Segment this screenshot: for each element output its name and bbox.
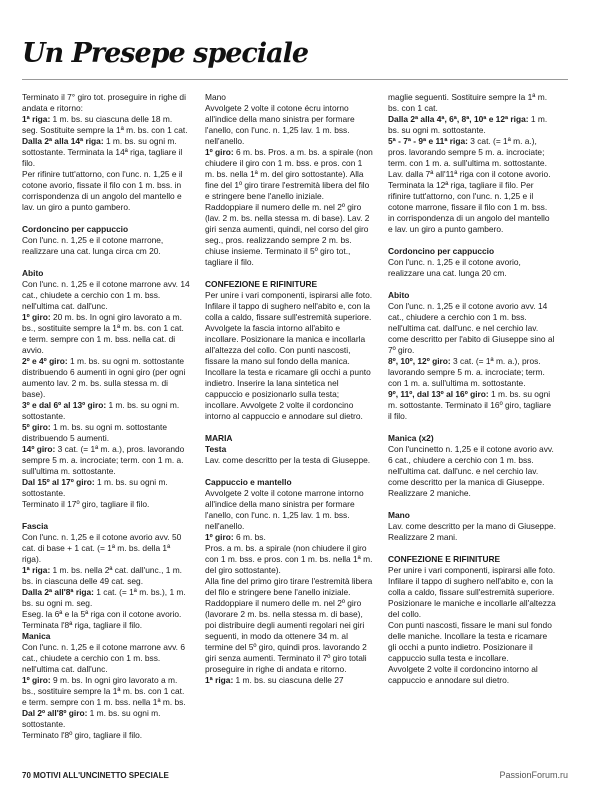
section-heading: Abito xyxy=(22,268,44,278)
section-heading: Cordoncino per cappuccio xyxy=(22,224,129,234)
paragraph-text: 1 m. bs. su ogni m. sottostante distribuendo 6 aumenti in ogni giro (per ogni aumento lav. 2 m. bs. sulla stessa m. di base). xyxy=(22,356,186,399)
paragraph-text: Avvolgete 2 volte il cordoncino intorno al cappuccio e annodare sul dietro. xyxy=(388,664,538,685)
paragraph xyxy=(22,444,190,477)
paragraph-text: 1 m. bs. su ciascuna delle 18 m. seg. Sostituite sempre la 1ª m. bs. con 1 cat. xyxy=(22,114,188,135)
section-heading: Mano xyxy=(388,510,410,520)
paragraph xyxy=(388,598,556,620)
section-heading: Manica xyxy=(22,631,51,641)
paragraph-spacer xyxy=(388,543,556,554)
paragraph-text: 1 cat. (= 1ª m. bs.), 1 m. bs. su ogni m. seg. xyxy=(22,587,186,608)
paragraph-text: Con l'unc. n. 1,25 e il cotone avorio avv. 14 cat., chiudere a cerchio con 1 m. bss. nell'ultima cat. dall'unc. e nel cerchio lav. come descritto per l'abito di Giuseppe sino al 7º giro. xyxy=(388,301,555,355)
paragraph-text: Avvolgete 2 volte il cotone marrone intorno all'indice della mano sinistra per formare l'anello, con l'unc. n. 1,25 lav. 1 m. bss. nell'anello. xyxy=(205,488,364,531)
paragraph-text: Lav. come descritto per la mano di Giuseppe. Realizzare 2 mani. xyxy=(388,521,556,542)
row-label: Dalla 2ª all'8ª riga: xyxy=(22,587,94,597)
section-heading: MARIA xyxy=(205,433,233,443)
paragraph xyxy=(388,521,556,543)
text-column-3 xyxy=(388,92,556,686)
paragraph-text: Posizionare le maniche e incollarle all'altezza del collo. xyxy=(388,598,556,619)
paragraph-text: 1 m. bs. su ogni m. sottostante. xyxy=(22,477,168,498)
row-label: 1ª riga: xyxy=(22,565,51,575)
text-column-1 xyxy=(22,92,190,741)
paragraph-spacer xyxy=(205,268,373,279)
paragraph-text: Con punti nascosti, fissare le mani sul fondo delle maniche. Incollare la testa e ricamare gli occhi a punto indietro. Posizionare il cappuccio sulla testa e incollare. xyxy=(388,620,552,663)
paragraph xyxy=(205,147,373,202)
row-label: Dalla 2ª alla 4ª, 6ª, 8ª, 10ª e 12ª riga: xyxy=(388,114,529,124)
row-label: 1º giro: xyxy=(205,532,234,542)
paragraph-spacer xyxy=(388,422,556,433)
paragraph xyxy=(22,477,190,499)
paragraph xyxy=(388,169,556,235)
section-heading: Fascia xyxy=(22,521,49,531)
paragraph-text: Realizzare 2 maniche. xyxy=(388,488,471,498)
paragraph-spacer xyxy=(205,422,373,433)
row-label: Dal 2º all'8º giro: xyxy=(22,708,88,718)
paragraph xyxy=(388,565,556,598)
paragraph-text: Pros. a m. bs. a spirale (non chiudere il giro con 1 m. bss. e pros. con 1 m. bs. nella 1ª m. del giro sottostante). xyxy=(205,543,373,575)
paragraph-text: Mano xyxy=(205,92,226,102)
paragraph xyxy=(22,312,190,356)
row-label: 8º, 10º, 12º giro: xyxy=(388,356,451,366)
section-heading: Manica (x2) xyxy=(388,433,434,443)
paragraph-spacer xyxy=(22,213,190,224)
row-label: Dalla 2ª alla 14ª riga: xyxy=(22,136,104,146)
paragraph-text: 1 m. bs. su ogni m. sottostante. Terminato il 16º giro, tagliare il filo. xyxy=(388,389,552,421)
row-label: 1ª riga: xyxy=(22,114,51,124)
paragraph-text: Per rifinire tutt'attorno, con l'unc. n. 1,25 e il cotone avorio, fissate il filo con 1 m. bss. in corrispondenza di un angolo del mantello e lav. un giro a punto gambero. xyxy=(22,169,183,212)
paragraph xyxy=(22,730,190,741)
paragraph-text: Con l'unc. n. 1,25 e il cotone marrone avv. 6 cat., chiudete a cerchio con 1 m. bss. nell'ultima cat. dall'unc. xyxy=(22,642,185,674)
paragraph-text: 3 cat. (= 1ª m. a.), pros. lavorando sempre 5 m. a. incrociate; term. con 1 m. a. sull'ultima m. sottostante. xyxy=(22,444,185,476)
row-label: 1º giro: xyxy=(22,312,51,322)
paragraph xyxy=(22,642,190,675)
paragraph xyxy=(22,92,190,114)
paragraph xyxy=(22,587,190,609)
paragraph xyxy=(22,235,190,257)
paragraph-text: 1 m. bs. su ogni m. sottostante. xyxy=(22,708,161,729)
text-column-2 xyxy=(205,92,373,686)
paragraph xyxy=(22,675,190,708)
paragraph-text: 1 m. bs. su ciascuna delle 27 xyxy=(233,675,344,685)
paragraph xyxy=(205,675,373,686)
paragraph xyxy=(205,92,373,103)
paragraph xyxy=(22,532,190,565)
section-heading: Cordoncino per cappuccio xyxy=(388,246,495,256)
paragraph-spacer xyxy=(388,235,556,246)
paragraph-spacer xyxy=(22,257,190,268)
paragraph-text: Per unire i vari componenti, ispirarsi alle foto. Infilare il tappo di sughero nell'abito e, con la colla a caldo, fissare sull'estremità superiore. Avvolgete la fascia intorno all'abito e incollare. Posizionare la manica e incollarla all'altezza del collo. Con punti nascosti, fissare la mano sul fondo della manica. Incollare la testa e ricamare gli occhi a punto indietro. Inserire la lana sintetica nel cappuccio e posizionarlo sulla testa; incollare. Avvolgete 2 volte il cordoncino intorno al cappuccio e annodare sul dietro. xyxy=(205,290,373,421)
paragraph-text: 3 cat. (= 1ª m. a.), pros. lavorando sempre 5 m. a. incrociate; term. con 1 m. a. sull'ultima m. sottostante. xyxy=(388,136,547,168)
paragraph xyxy=(388,356,556,389)
row-label: 1º giro: xyxy=(205,147,234,157)
paragraph-text: Raddoppiare il numero delle m. nel 2º giro (lav. 2 m. bs. nella stessa m. di base). Lav. 2 giri senza aumenti, quindi, nel corso del giro seg., pros. realizzando sempre 2 m. bs. chiuse insieme. Terminato il 5º giro tot., tagliare il filo. xyxy=(205,202,370,267)
paragraph-text: 9 m. bs. In ogni giro lavorato a m. bs., sostituire sempre la 1ª m. bs. con 1 cat. e term. sempre con 1 m. bss. nella 1ª m. bs. xyxy=(22,675,186,707)
paragraph xyxy=(205,576,373,675)
paragraph-text: Lav. dalla 7ª all'11ª riga con il cotone avorio. Terminata la 12ª riga, tagliare il filo. Per rifinire tutt'attorno, con l'unc. n. 1,25 e il cotone marrone, fissare il filo con 1 m. bss. in corrispondenza di un angolo del mantello e lav. un giro a punto gambero. xyxy=(388,169,551,234)
page-title: Un Presepe speciale xyxy=(22,38,309,69)
title-divider xyxy=(22,79,568,80)
paragraph-text: 20 m. bs. In ogni giro lavorato a m. bs., sostituite sempre la 1ª m. bs. con 1 cat. e term. sempre con 1 m. bss. nella cat. di avvio. xyxy=(22,312,184,355)
paragraph xyxy=(388,114,556,136)
row-label: 9º, 11º, dal 13º al 16º giro: xyxy=(388,389,489,399)
paragraph xyxy=(205,532,373,543)
paragraph-text: Per unire i vari componenti, ispirarsi alle foto. Infilare il tappo di sughero nell'abito e, con la colla a caldo, fissare sull'estremità superiore. xyxy=(388,565,556,597)
paragraph-text: Con l'uncinetto n. 1,25 e il cotone avorio avv. 6 cat., chiudere a cerchio con 1 m. bss. nell'ultima cat. dall'unc. e nel cerchio lav. come descritto per la manica di Giuseppe. xyxy=(388,444,554,487)
paragraph xyxy=(22,565,190,587)
paragraph xyxy=(205,488,373,532)
paragraph-text: 1 m. bs. su ogni m. sottostante. Terminata la 14ª riga, tagliare il filo. xyxy=(22,136,183,168)
paragraph xyxy=(388,257,556,279)
paragraph xyxy=(388,136,556,169)
paragraph-text: Avvolgete 2 volte il cotone écru intorno all'indice della mano sinistra per formare l'anello, con l'unc. n. 1,25 lav. 1 m. bss. nell'anello. xyxy=(205,103,355,146)
paragraph-text: Lav. come descritto per la testa di Giuseppe. xyxy=(205,455,371,465)
paragraph xyxy=(22,400,190,422)
paragraph xyxy=(205,543,373,576)
paragraph-text: 1 m. bs. su ogni m. sottostante. xyxy=(388,114,548,135)
section-heading: Testa xyxy=(205,444,227,454)
section-heading: Cappuccio e mantello xyxy=(205,477,292,487)
section-heading: CONFEZIONE E RIFINITURE xyxy=(205,279,318,289)
row-label: 2º e 4º giro: xyxy=(22,356,68,366)
paragraph-text: 3 cat. (= 1ª m. a.), pros. lavorando sempre 5 m. a. incrociate; term. con 1 m. a. sull'ultima m. sottostante. xyxy=(388,356,545,388)
paragraph xyxy=(388,664,556,686)
paragraph-spacer xyxy=(22,510,190,521)
paragraph-text: Terminato il 17º giro, tagliare il filo. xyxy=(22,499,150,509)
page-footer: 70 MOTIVI ALL'UNCINETTO SPECIALE xyxy=(22,771,169,780)
row-label: 1º giro: xyxy=(22,675,51,685)
paragraph xyxy=(22,609,190,631)
paragraph xyxy=(22,114,190,136)
paragraph xyxy=(388,301,556,356)
paragraph-spacer xyxy=(388,499,556,510)
paragraph xyxy=(388,620,556,664)
paragraph xyxy=(22,279,190,312)
row-label: Dal 15º al 17º giro: xyxy=(22,477,95,487)
paragraph xyxy=(205,202,373,268)
paragraph-text: Alla fine del primo giro tirare l'estremità libera del filo e stringere bene l'anello iniziale. Raddoppiare il numero delle m. nel 2º giro (lavorare 2 m. bs. nella stessa m. di base), poi distribuire degli aumenti regolari nei giri seguenti, in modo da ottenere 34 m. al termine del 5º giro, quindi pros. lavorando 2 giri senza aumenti. Terminato il 7º giro totali proseguire in righe di andata e ritorno. xyxy=(205,576,373,674)
paragraph-text: Terminato l'8º giro, tagliare il filo. xyxy=(22,730,143,740)
paragraph xyxy=(205,103,373,147)
paragraph xyxy=(22,356,190,400)
paragraph xyxy=(205,290,373,422)
paragraph-spacer xyxy=(388,279,556,290)
paragraph-text: Eseg. la 6ª e la 5ª riga con il cotone avorio. Terminata l'8ª riga, tagliare il filo. xyxy=(22,609,182,630)
section-heading: CONFEZIONE E RIFINITURE xyxy=(388,554,501,564)
paragraph-text: Con l'unc. n. 1,25 e il cotone avorio, realizzare una cat. lunga 20 cm. xyxy=(388,257,521,278)
paragraph xyxy=(205,455,373,466)
paragraph-text: 1 m. bs. su ogni m. sottostante distribuendo 5 aumenti. xyxy=(22,422,168,443)
paragraph xyxy=(22,499,190,510)
row-label: 3º e dal 6º al 13º giro: xyxy=(22,400,107,410)
paragraph xyxy=(388,389,556,422)
paragraph xyxy=(388,92,556,114)
watermark: PassionForum.ru xyxy=(499,770,568,780)
paragraph-text: 6 m. bs. Pros. a m. bs. a spirale (non chiudere il giro con 1 m. bss. e pros. con 1 m. bs. nella 1ª m. del giro sottostante). Alla fine del 1º giro tirare l'estremità libera del filo e stringere bene l'anello iniziale. xyxy=(205,147,373,201)
row-label: 5º giro: xyxy=(22,422,51,432)
row-label: 5ª - 7ª - 9ª e 11ª riga: xyxy=(388,136,468,146)
row-label: 1ª riga: xyxy=(205,675,234,685)
paragraph-spacer xyxy=(205,466,373,477)
paragraph xyxy=(22,708,190,730)
row-label: 14º giro: xyxy=(22,444,56,454)
paragraph xyxy=(388,488,556,499)
section-heading: Abito xyxy=(388,290,410,300)
paragraph xyxy=(22,169,190,213)
paragraph xyxy=(22,422,190,444)
paragraph xyxy=(388,444,556,488)
paragraph-text: Con l'unc. n. 1,25 e il cotone avorio avv. 50 cat. di base + 1 cat. (= 1ª m. bs. della 1ª riga). xyxy=(22,532,182,564)
paragraph-text: 6 m. bs. xyxy=(233,532,266,542)
paragraph-text: Con l'unc. n. 1,25 e il cotone marrone avv. 14 cat., chiudete a cerchio con 1 m. bss. nell'ultima cat. dall'unc. xyxy=(22,279,190,311)
paragraph-text: Con l'unc. n. 1,25 e il cotone marrone, realizzare una cat. lunga circa cm 20. xyxy=(22,235,164,256)
paragraph xyxy=(22,136,190,169)
paragraph-text: maglie seguenti. Sostituire sempre la 1ª m. bs. con 1 cat. xyxy=(388,92,548,113)
paragraph-text: 1 m. bs. su ogni m. sottostante. xyxy=(22,400,180,421)
paragraph-text: 1 m. bs. nella 2ª cat. dall'unc., 1 m. bs. in ciascuna delle 49 cat. seg. xyxy=(22,565,183,586)
paragraph-text: Terminato il 7° giro tot. proseguire in righe di andata e ritorno: xyxy=(22,92,186,113)
